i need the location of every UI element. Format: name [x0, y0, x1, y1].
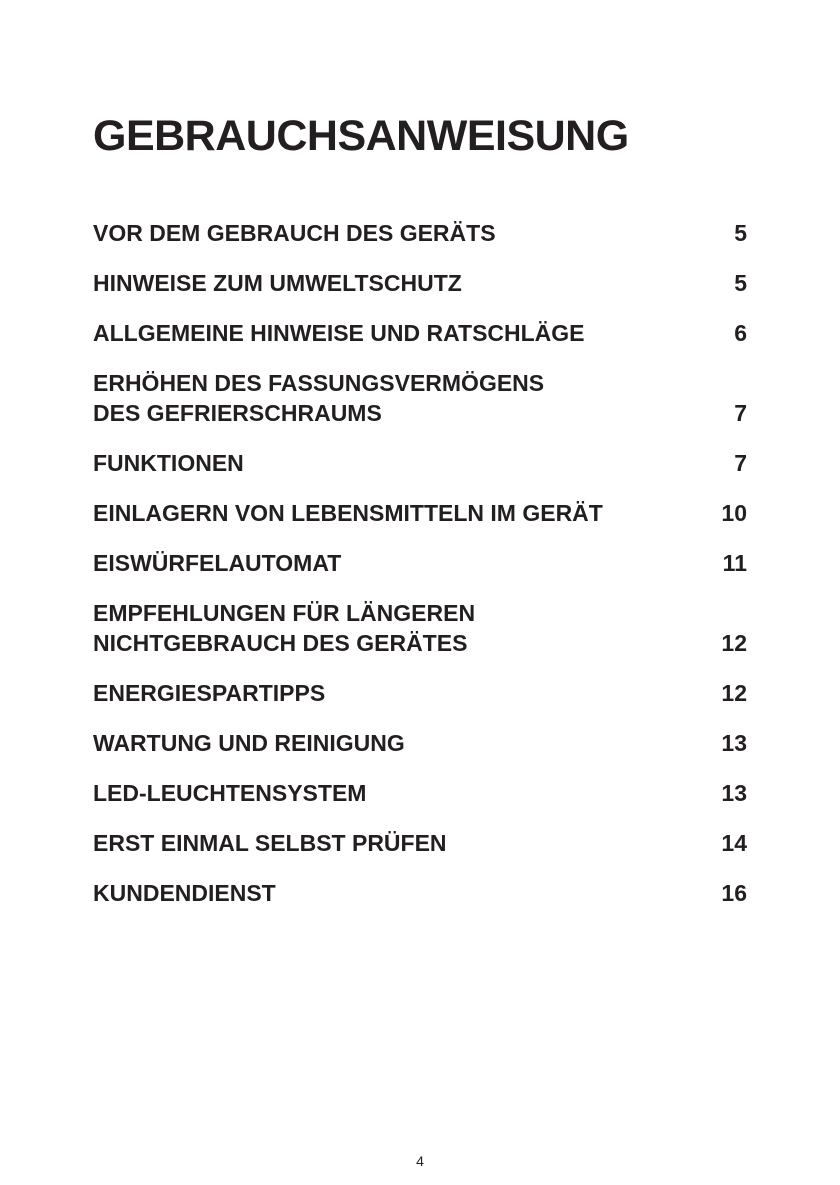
toc-entry-page: 12 [721, 680, 747, 706]
toc-entry[interactable] [93, 728, 747, 758]
toc-entry-page: 13 [721, 730, 747, 756]
toc-entry-title: ERHÖHEN DES FASSUNGSVERMÖGENS DES GEFRIERSCHRAUMS [93, 370, 545, 426]
toc-entry[interactable] [93, 318, 747, 348]
toc-entry-title: FUNKTIONEN [93, 450, 244, 476]
toc-entry[interactable] [93, 828, 747, 858]
page-number: 4 [416, 1153, 424, 1169]
toc-entry-page: 16 [721, 880, 747, 906]
toc-entry-page: 7 [734, 400, 747, 426]
toc-entry-title: ERST EINMAL SELBST PRÜFEN [93, 830, 447, 856]
toc-entry-page: 11 [722, 550, 747, 576]
table-of-contents [93, 218, 747, 928]
toc-entry-title: ALLGEMEINE HINWEISE UND RATSCHLÄGE [93, 320, 585, 346]
toc-entry-title: LED-LEUCHTENSYSTEM [93, 780, 367, 806]
toc-entry[interactable] [93, 498, 747, 528]
toc-entry-page: 6 [734, 320, 747, 346]
toc-entry[interactable] [93, 368, 747, 428]
toc-entry-title: HINWEISE ZUM UMWELTSCHUTZ [93, 270, 462, 296]
toc-entry-title: EMPFEHLUNGEN FÜR LÄNGEREN NICHTGEBRAUCH DES GERÄTES [93, 600, 476, 656]
toc-entry-title: KUNDENDIENST [93, 880, 276, 906]
toc-entry-page: 5 [734, 220, 747, 246]
toc-entry[interactable] [93, 598, 747, 658]
toc-entry[interactable] [93, 878, 747, 908]
toc-entry[interactable] [93, 678, 747, 708]
toc-entry-page: 12 [721, 630, 747, 656]
page-title: GEBRAUCHSANWEISUNG [93, 112, 629, 160]
toc-entry-title: WARTUNG UND REINIGUNG [93, 730, 405, 756]
toc-entry-page: 13 [721, 780, 747, 806]
toc-entry-title: ENERGIESPARTIPPS [93, 680, 326, 706]
toc-entry-page: 10 [721, 500, 747, 526]
toc-entry[interactable] [93, 778, 747, 808]
toc-entry[interactable] [93, 448, 747, 478]
toc-entry-page: 14 [721, 830, 747, 856]
toc-entry[interactable] [93, 268, 747, 298]
toc-entry[interactable] [93, 548, 747, 578]
toc-entry-title: EINLAGERN VON LEBENSMITTELN IM GERÄT [93, 500, 603, 526]
toc-entry-title: EISWÜRFELAUTOMAT [93, 550, 342, 576]
toc-entry-page: 7 [734, 450, 747, 476]
toc-entry[interactable] [93, 218, 747, 248]
toc-entry-page: 5 [734, 270, 747, 296]
toc-entry-title: VOR DEM GEBRAUCH DES GERÄTS [93, 220, 496, 246]
